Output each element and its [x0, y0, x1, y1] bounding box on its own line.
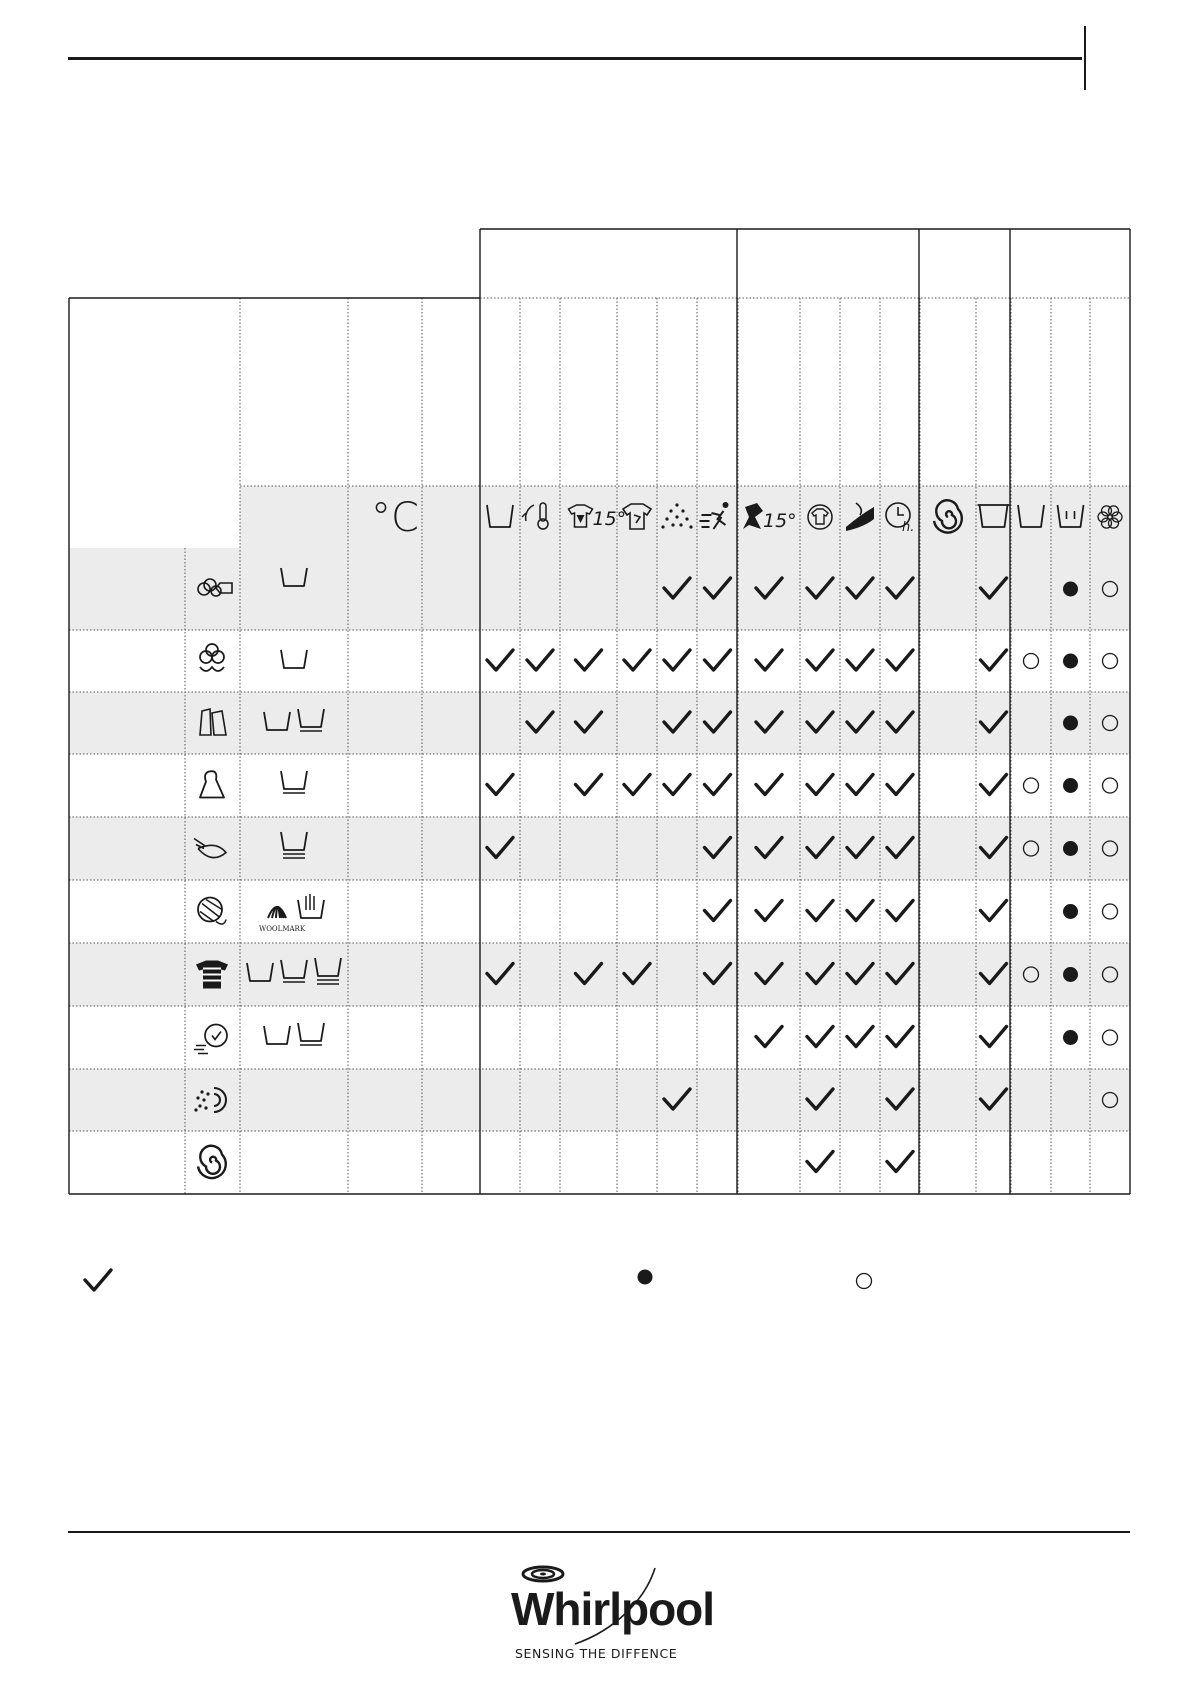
check-mark	[705, 775, 731, 795]
check-mark	[576, 775, 602, 795]
check-mark	[527, 650, 553, 670]
icon-label: 15°	[592, 508, 627, 530]
check-mark	[981, 775, 1007, 795]
brand-tagline: SENSING THE DIFFENCE	[515, 1646, 678, 1661]
row-shade	[69, 817, 1130, 880]
dot-mark	[638, 1270, 653, 1285]
dot-mark	[1063, 582, 1078, 597]
check-mark	[807, 1027, 833, 1047]
check-mark	[807, 775, 833, 795]
hand-icon	[306, 894, 314, 910]
check-mark	[756, 650, 782, 670]
check-mark	[847, 901, 873, 921]
tub-symbol	[281, 771, 307, 789]
circle-mark	[857, 1274, 872, 1289]
legend-circle	[857, 1274, 872, 1289]
check-mark	[624, 775, 650, 795]
check-mark	[756, 1027, 782, 1047]
header-shade	[240, 486, 480, 548]
footer-rule	[68, 1531, 1130, 1533]
row-shade	[69, 692, 1130, 754]
check-mark	[887, 901, 913, 921]
quick-icon	[194, 1025, 227, 1054]
check-mark	[847, 650, 873, 670]
check-mark	[847, 1027, 873, 1047]
circle-mark	[1103, 904, 1118, 919]
icon-label: 15°	[763, 510, 797, 532]
check-mark	[807, 901, 833, 921]
icon-label: h.	[902, 520, 915, 535]
check-mark	[487, 775, 513, 795]
legend-dot	[638, 1270, 653, 1285]
check-mark	[887, 650, 913, 670]
row-shade	[69, 943, 1130, 1006]
circle-mark	[1024, 778, 1039, 793]
row-shade	[69, 548, 1130, 630]
circle-mark	[1103, 654, 1118, 669]
circle-mark	[1103, 778, 1118, 793]
check-mark	[887, 1152, 913, 1172]
temperature-icon	[371, 495, 419, 541]
dot-mark	[1063, 904, 1078, 919]
check-mark	[887, 1027, 913, 1047]
check-mark	[487, 650, 513, 670]
check-mark	[624, 650, 650, 670]
row-shade	[69, 1069, 1130, 1131]
spin-icon	[198, 1146, 226, 1178]
cotton-icon	[200, 644, 224, 671]
check-mark	[807, 1152, 833, 1172]
legend-check	[85, 1270, 111, 1290]
check-mark	[756, 775, 782, 795]
check-mark	[807, 650, 833, 670]
circle-mark	[1024, 654, 1039, 669]
check-mark	[705, 650, 731, 670]
wool-icon	[198, 898, 226, 925]
check-mark	[756, 901, 782, 921]
dot-mark	[1063, 841, 1078, 856]
check-mark	[664, 775, 690, 795]
check-mark	[981, 1027, 1007, 1047]
dot-mark	[1063, 1030, 1078, 1045]
check-mark	[85, 1270, 111, 1290]
tub-symbol	[281, 650, 307, 668]
woolmark-icon	[268, 907, 286, 918]
check-mark	[664, 650, 690, 670]
whirlpool-logo	[505, 1560, 715, 1670]
temperature-label: °C	[371, 495, 419, 541]
check-mark	[887, 775, 913, 795]
circle-mark	[1103, 1030, 1118, 1045]
check-mark	[981, 901, 1007, 921]
care-labels	[281, 650, 307, 668]
dot-mark	[1063, 716, 1078, 731]
check-mark	[576, 650, 602, 670]
synthetics-icon	[200, 771, 224, 797]
dot-mark	[1063, 967, 1078, 982]
check-mark	[847, 775, 873, 795]
check-mark	[981, 650, 1007, 670]
tub-symbol	[298, 900, 324, 918]
check-mark	[705, 901, 731, 921]
care-labels	[281, 771, 307, 793]
tub-symbol	[298, 1023, 324, 1041]
woolmark-label: WOOLMARK	[259, 925, 306, 933]
dot-mark	[1063, 654, 1078, 669]
tub-symbol	[264, 1026, 290, 1044]
dot-mark	[1063, 778, 1078, 793]
care-labels	[259, 894, 324, 933]
care-labels	[264, 1023, 324, 1045]
brand-wordmark: Whirlpool	[511, 1583, 715, 1635]
